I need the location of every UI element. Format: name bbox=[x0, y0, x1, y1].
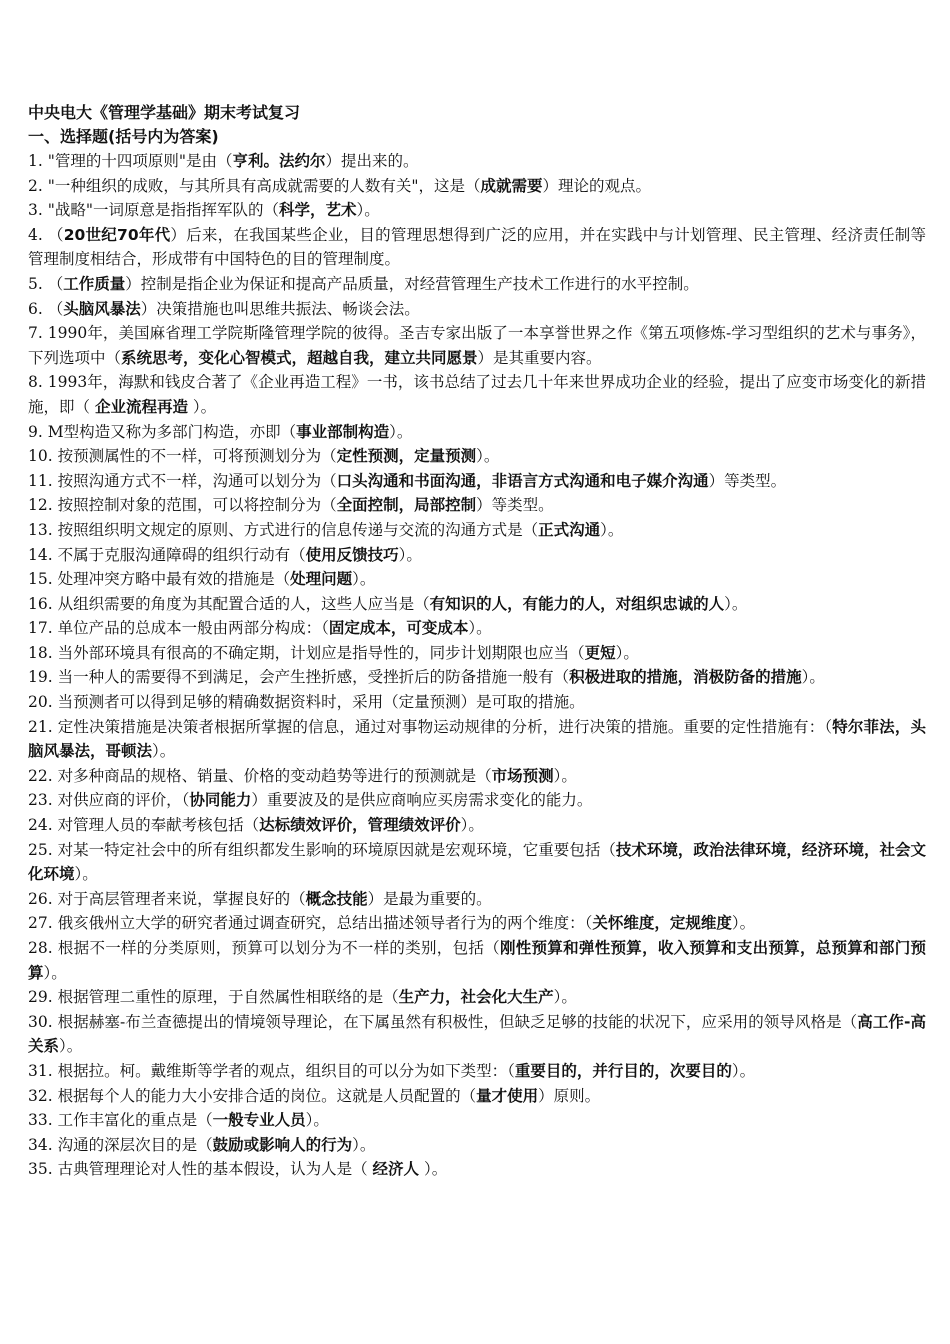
question-text: 32. 根据每个人的能力大小安排合适的岗位。这就是人员配置的（ bbox=[28, 1086, 477, 1105]
question-text: 19. 当一种人的需要得不到满足，会产生挫折感，受挫折后的防备措施一般有（ bbox=[28, 668, 570, 687]
question-text: ）。 bbox=[801, 668, 825, 687]
question-item bbox=[28, 788, 926, 813]
question-text: ）。 bbox=[43, 963, 67, 982]
question-text: 4. （ bbox=[28, 225, 64, 244]
question-item bbox=[28, 936, 926, 985]
question-item bbox=[28, 198, 926, 223]
question-text: 11. 按照沟通方式不一样，沟通可以划分为（ bbox=[28, 471, 337, 490]
question-text: ）是其重要内容。 bbox=[477, 348, 602, 367]
question-text: ）。 bbox=[59, 1037, 83, 1056]
question-item bbox=[28, 838, 926, 887]
question-text: 26. 对于高层管理者来说，掌握良好的（ bbox=[28, 889, 306, 908]
question-text: 21. 定性决策措施是决策者根据所掌握的信息，通过对事物运动规律的分析，进行决策的措施。重要的定性措施有：（ bbox=[28, 717, 833, 736]
answer-text: 有知识的人，有能力的人，对组织忠诚的人 bbox=[429, 594, 725, 613]
question-text: ）。 bbox=[553, 766, 577, 785]
question-item bbox=[28, 444, 926, 469]
question-text: 12. 按照控制对象的范围，可以将控制分为（ bbox=[28, 496, 337, 515]
question-text: ）理论的观点。 bbox=[542, 176, 652, 195]
question-text: 16. 从组织需要的角度为其配置合适的人，这些人应当是（ bbox=[28, 594, 430, 613]
answer-text: 更短 bbox=[584, 643, 616, 662]
answer-text: 科学，艺术 bbox=[278, 201, 357, 220]
section-heading: 一、选择题(括号内为答案) bbox=[28, 127, 219, 146]
question-text: 23. 对供应商的评价，（ bbox=[28, 791, 190, 810]
question-item bbox=[28, 592, 926, 617]
question-item bbox=[28, 543, 926, 568]
question-text: 6. （ bbox=[28, 299, 64, 318]
answer-text: 成就需要 bbox=[480, 176, 543, 195]
question-item bbox=[28, 665, 926, 690]
answer-text: 市场预测 bbox=[491, 766, 554, 785]
answer-text: 工作质量 bbox=[63, 274, 126, 293]
answer-text: 口头沟通和书面沟通，非语言方式沟通和电子媒介沟通 bbox=[336, 471, 709, 490]
answer-text: 全面控制，局部控制 bbox=[336, 496, 477, 515]
question-text: 9. M型构造又称为多部门构造，亦即（ bbox=[28, 422, 297, 441]
question-item bbox=[28, 493, 926, 518]
question-text: 34. 沟通的深层次目的是（ bbox=[28, 1135, 213, 1154]
question-item bbox=[28, 370, 926, 419]
question-text: 17. 单位产品的总成本一般由两部分构成：（ bbox=[28, 619, 329, 638]
document-title: 中央电大《管理学基础》期末考试复习 bbox=[28, 103, 301, 122]
question-text: ）原则。 bbox=[538, 1086, 601, 1105]
question-text: 15. 处理冲突方略中最有效的措施是（ bbox=[28, 570, 291, 589]
question-text: 28. 根据不一样的分类原则，预算可以划分为不一样的类别，包括（ bbox=[28, 939, 500, 957]
question-item bbox=[28, 297, 926, 322]
question-item bbox=[28, 567, 926, 592]
question-text: ）等类型。 bbox=[476, 496, 554, 515]
question-text: ）。 bbox=[187, 397, 217, 416]
answer-text: 经济人 bbox=[372, 1160, 420, 1179]
answer-text: 事业部制构造 bbox=[296, 422, 390, 441]
question-item bbox=[28, 1157, 926, 1182]
question-item bbox=[28, 985, 926, 1010]
question-item bbox=[28, 321, 926, 370]
question-text: 25. 对某一特定社会中的所有组织都发生影响的环境原因就是宏观环境，它重要包括（ bbox=[28, 840, 616, 859]
answer-text: 系统思考，变化心智模式，超越自我，建立共同愿景 bbox=[121, 348, 478, 367]
question-text: ）。 bbox=[389, 422, 413, 441]
question-text: 5. （ bbox=[28, 274, 64, 293]
question-text: 31. 根据拉。柯。戴维斯等学者的观点，组织目的可以分为如下类型：（ bbox=[28, 1061, 515, 1080]
question-text: 22. 对多种商品的规格、销量、价格的变动趋势等进行的预测就是（ bbox=[28, 766, 492, 785]
question-item bbox=[28, 1010, 926, 1059]
question-item bbox=[28, 616, 926, 641]
question-text: ）。 bbox=[152, 742, 176, 761]
answer-text: 技术环境，政治法律环境，经济环境，社会文化环境 bbox=[28, 840, 926, 884]
question-text: ）决策措施也叫思维共振法、畅谈会法。 bbox=[140, 299, 420, 318]
question-text: 30. 根据赫塞-布兰查德提出的情境领导理论，在下属虽然有积极性，但缺乏足够的技能的状况下，应采用的领导风格是（ bbox=[28, 1012, 858, 1031]
answer-text: 刚性预算和弹性预算，收入预算和支出预算，总预算和部门预算 bbox=[28, 939, 926, 982]
question-text: ）。 bbox=[398, 545, 422, 564]
question-text: 20. 当预测者可以得到足够的精确数据资料时，采用（定量预测）是可取的措施。 bbox=[28, 693, 585, 712]
answer-text: 处理问题 bbox=[290, 570, 353, 589]
answer-text: 高工作-高关系 bbox=[28, 1012, 926, 1056]
answer-text: 概念技能 bbox=[305, 889, 368, 908]
answer-text: 头脑风暴法 bbox=[63, 299, 141, 318]
question-item bbox=[28, 518, 926, 543]
question-text: 18. 当外部环境具有很高的不确定期，计划应是指导性的，同步计划期限也应当（ bbox=[28, 643, 585, 662]
question-item bbox=[28, 715, 926, 764]
question-text: ）。 bbox=[600, 520, 624, 539]
answer-text: 关怀维度，定规维度 bbox=[592, 914, 732, 933]
question-text: ）。 bbox=[352, 1135, 376, 1154]
question-item bbox=[28, 911, 926, 936]
question-text: ）。 bbox=[74, 865, 98, 884]
answer-text: 协同能力 bbox=[189, 791, 252, 810]
answer-text: 正式沟通 bbox=[538, 520, 601, 539]
question-text: ）。 bbox=[352, 570, 376, 589]
answer-text: 积极进取的措施，消极防备的措施 bbox=[569, 668, 802, 687]
question-item bbox=[28, 469, 926, 494]
question-text: 10. 按预测属性的不一样，可将预测划分为（ bbox=[28, 447, 337, 466]
question-item bbox=[28, 420, 926, 445]
question-item bbox=[28, 1059, 926, 1084]
question-text: ）。 bbox=[731, 914, 756, 933]
question-item bbox=[28, 1108, 926, 1133]
question-text: 14. 不属于克服沟通障碍的组织行动有（ bbox=[28, 545, 306, 564]
question-text: 8. 1993年，海默和钱皮合著了《企业再造工程》一书，该书总结了过去几十年来世界成功企业的经验，提出了应变市场变化的新措施，即（ bbox=[28, 373, 926, 416]
question-text: ）。 bbox=[419, 1160, 448, 1179]
answer-text: 定性预测，定量预测 bbox=[336, 447, 477, 466]
answer-text: 固定成本，可变成本 bbox=[328, 619, 469, 638]
question-text: ）重要波及的是供应商响应买房需求变化的能力。 bbox=[251, 791, 593, 810]
question-text: ）是最为重要的。 bbox=[367, 889, 492, 908]
question-item bbox=[28, 1133, 926, 1158]
question-item bbox=[28, 149, 926, 174]
question-text: ）提出来的。 bbox=[325, 152, 419, 170]
answer-text: 一般专业人员 bbox=[212, 1111, 306, 1130]
question-text: ）后来，在我国某些企业，目的管理思想得到广泛的应用，并在实践中与计划管理、民主管理、经济责任制等管理制度相结合，形成带有中国特色的目的管理制度。 bbox=[28, 225, 927, 269]
question-text: 33. 工作丰富化的重点是（ bbox=[28, 1111, 213, 1130]
answer-text: 亨利。法约尔 bbox=[232, 152, 326, 170]
answer-text: 特尔菲法，头脑风暴法，哥顿法 bbox=[28, 717, 926, 761]
question-item bbox=[28, 690, 926, 715]
document-page bbox=[28, 101, 926, 1182]
question-text: ）。 bbox=[305, 1111, 329, 1130]
answer-text: 达标绩效评价，管理绩效评价 bbox=[259, 816, 461, 835]
question-item bbox=[28, 887, 926, 912]
question-item bbox=[28, 174, 926, 199]
question-item bbox=[28, 813, 926, 838]
question-text: ）。 bbox=[724, 594, 748, 613]
question-text: 27. 俄亥俄州立大学的研究者通过调查研究，总结出描述领导者行为的两个维度：（ bbox=[28, 914, 593, 933]
question-text: 35. 古典管理理论对人性的基本假设，认为人是（ bbox=[28, 1160, 373, 1179]
question-item bbox=[28, 223, 926, 272]
question-text: ）。 bbox=[553, 988, 577, 1007]
question-text: 7. 1990年，美国麻省理工学院斯隆管理学院的彼得。圣吉专家出版了一本享誉世界之作《第五项修炼-学习型组织的艺术与事务》，下列选项中（ bbox=[28, 324, 926, 367]
question-text: ）。 bbox=[468, 619, 492, 638]
question-item bbox=[28, 1084, 926, 1109]
answer-text: 20世纪70年代 bbox=[63, 225, 171, 244]
question-text: ）。 bbox=[356, 201, 380, 220]
question-text: 13. 按照组织明文规定的原则、方式进行的信息传递与交流的沟通方式是（ bbox=[28, 520, 539, 539]
question-text: ）。 bbox=[476, 447, 500, 466]
question-item bbox=[28, 641, 926, 666]
answer-text: 鼓励或影响人的行为 bbox=[212, 1135, 353, 1154]
answer-text: 企业流程再造 bbox=[94, 397, 188, 416]
answer-text: 重要目的，并行目的，次要目的 bbox=[514, 1061, 732, 1080]
question-text: ）。 bbox=[615, 643, 639, 662]
question-text: 1. "管理的十四项原则"是由（ bbox=[28, 152, 233, 170]
answer-text: 使用反馈技巧 bbox=[305, 545, 399, 564]
answer-text: 量才使用 bbox=[476, 1086, 539, 1105]
question-text: ）。 bbox=[731, 1061, 756, 1080]
question-text: 2. "一种组织的成败，与其所具有高成就需要的人数有关"，这是（ bbox=[28, 176, 481, 195]
question-text: ）控制是指企业为保证和提高产品质量，对经营管理生产技术工作进行的水平控制。 bbox=[125, 274, 699, 293]
answer-text: 生产力，社会化大生产 bbox=[398, 988, 554, 1007]
question-text: 24. 对管理人员的奉献考核包括（ bbox=[28, 816, 260, 835]
question-list bbox=[28, 149, 926, 1182]
question-item bbox=[28, 764, 926, 789]
question-text: 29. 根据管理二重性的原理，于自然属性相联络的是（ bbox=[28, 988, 399, 1007]
question-text: 3. "战略"一词原意是指指挥军队的（ bbox=[28, 201, 279, 220]
question-text: ）。 bbox=[460, 816, 484, 835]
question-text: ）等类型。 bbox=[708, 471, 787, 490]
question-item bbox=[28, 272, 926, 297]
